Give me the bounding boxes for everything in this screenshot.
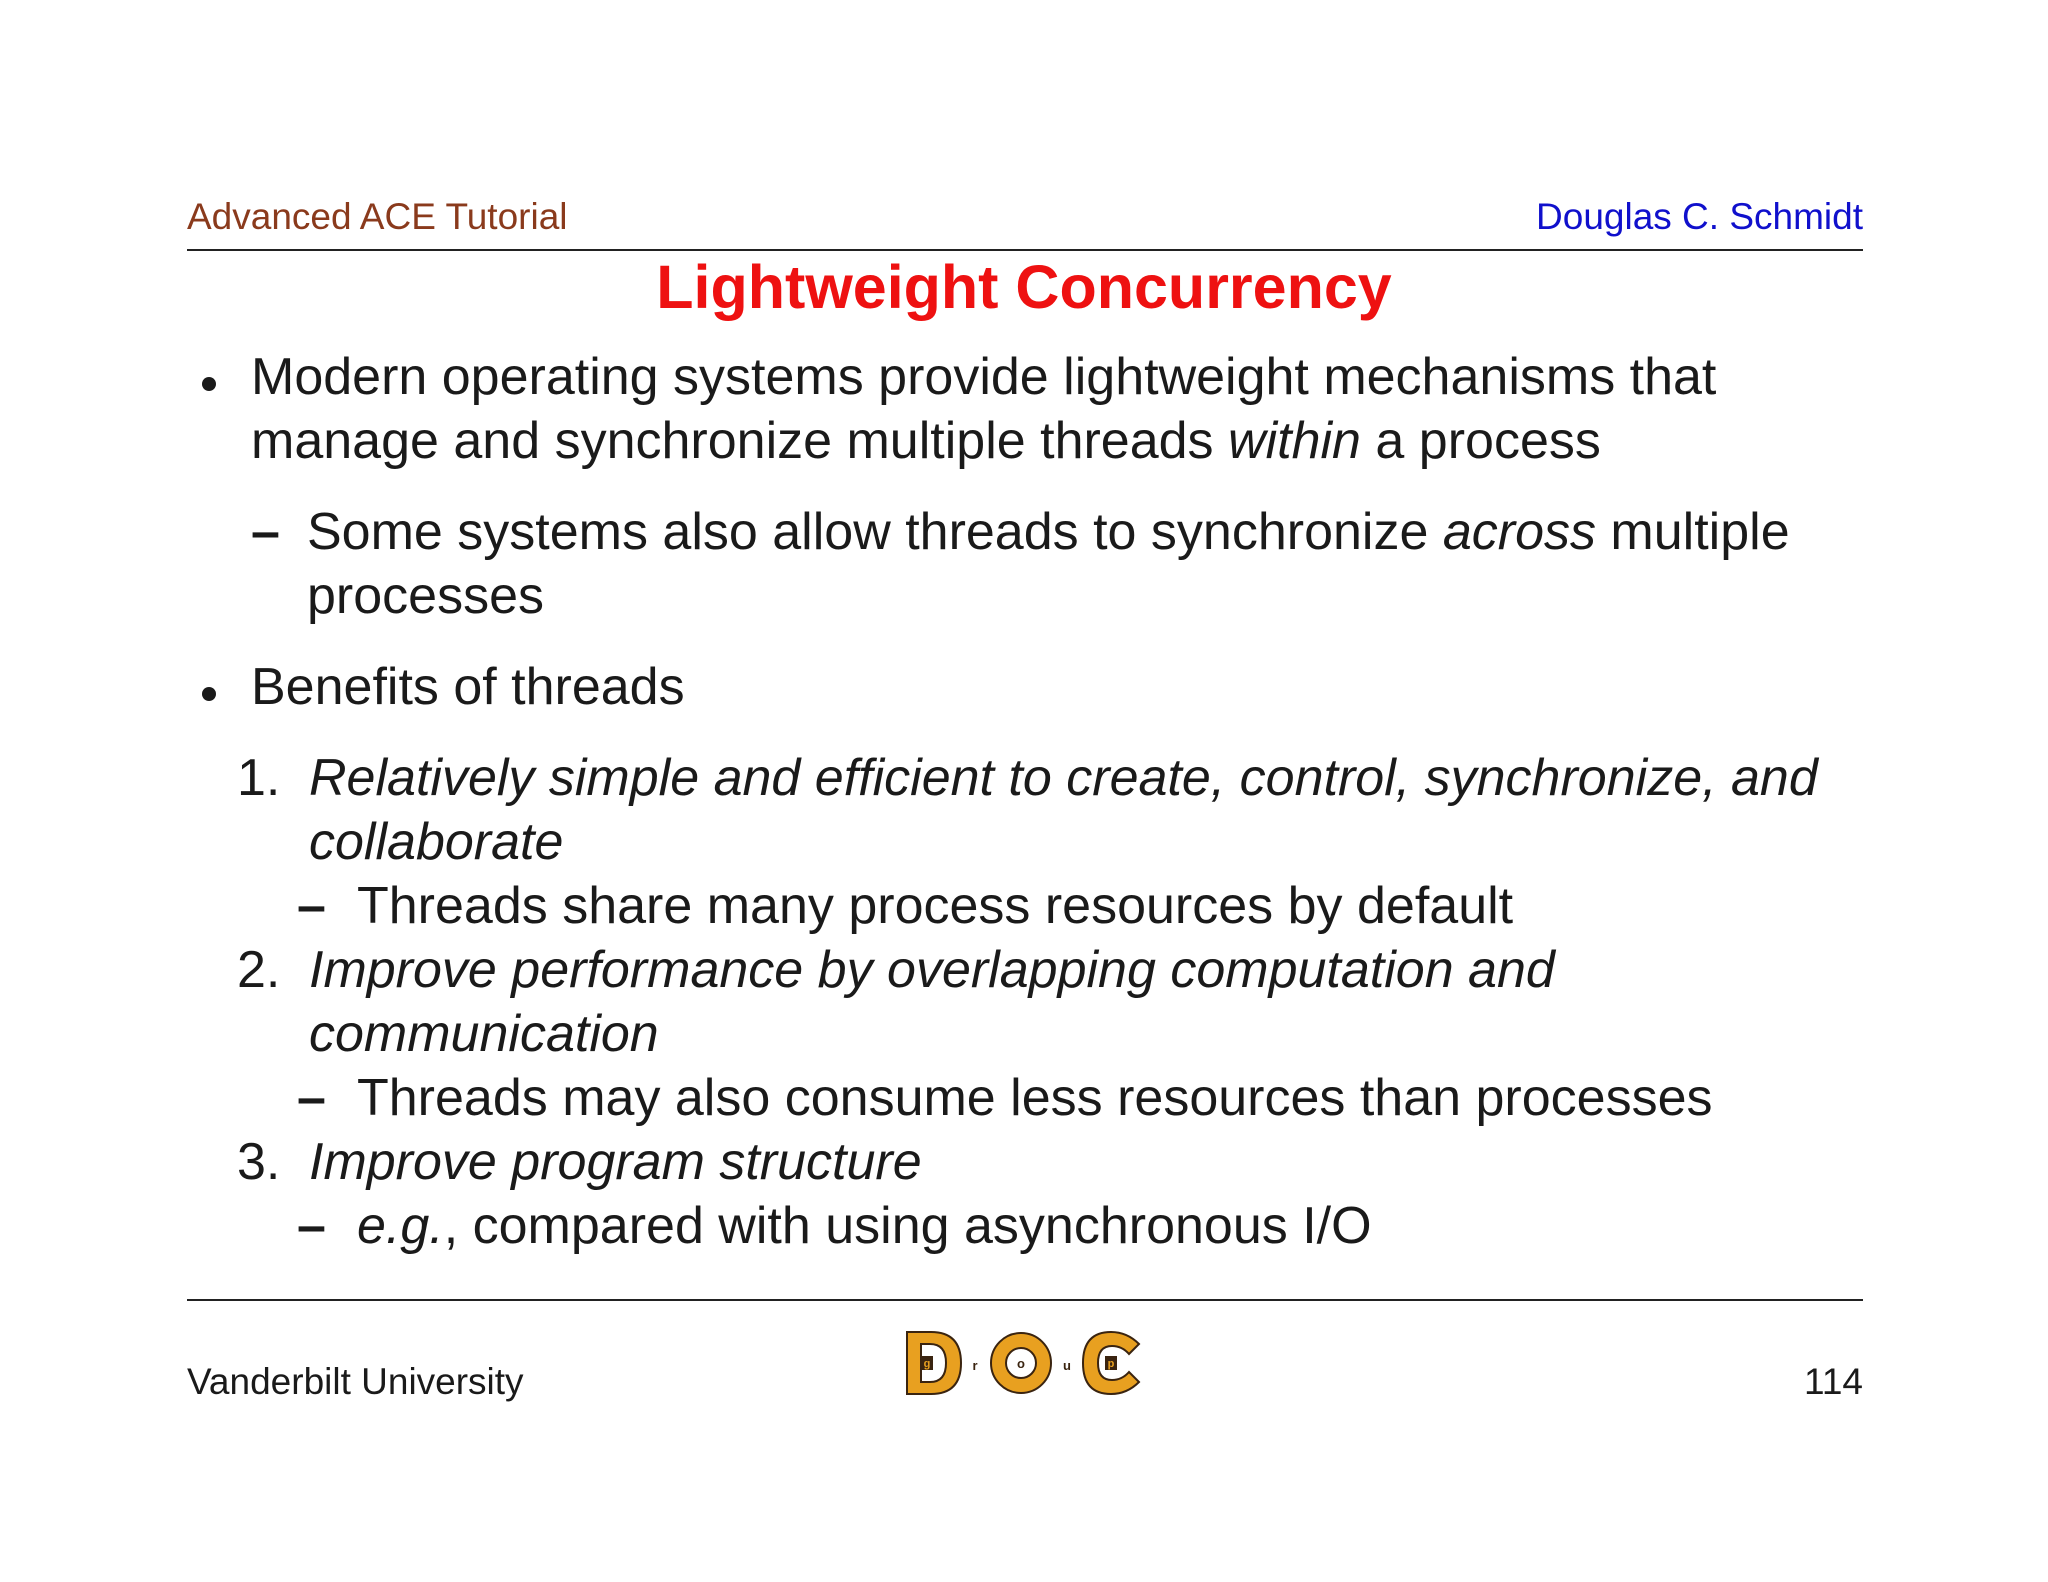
benefit-3-sub <box>357 1194 1372 1258</box>
bullet-1-sub-line-2: processes <box>307 567 544 625</box>
benefit-2-number: 2. <box>237 941 281 999</box>
page-number: 114 <box>1804 1361 1863 1402</box>
benefit-1-text-cont: collaborate <box>309 813 564 871</box>
footer-divider <box>187 1299 1863 1301</box>
bullet-dot <box>202 687 216 701</box>
logo-small-g: g <box>923 1358 931 1370</box>
slide-title: Lightweight Concurrency <box>656 253 1392 321</box>
benefit-1-line-1 <box>309 746 1818 810</box>
dash-marker: – <box>251 503 280 561</box>
header-divider <box>187 249 1863 251</box>
benefit-3-number: 3. <box>237 1133 281 1191</box>
benefit-1-number: 1. <box>237 749 281 807</box>
bullet-1-line-1: Modern operating systems provide lightweight mechanisms that <box>251 348 1717 406</box>
dash-marker: – <box>297 1069 326 1127</box>
logo-letter-d <box>907 1332 961 1394</box>
benefit-2-text: Improve performance by overlapping computation and <box>309 941 1555 999</box>
bullet-1-line-2 <box>251 409 1601 473</box>
sub-line-start: Some systems also allow threads to synchronize <box>307 503 1443 561</box>
emphasis-within: within <box>1228 412 1361 470</box>
bullet-1-line-2-start: manage and synchronize multiple threads <box>251 412 1229 470</box>
dash-marker: – <box>297 1197 326 1255</box>
header-course-title: Advanced ACE Tutorial <box>187 196 568 237</box>
bullet-1-sub-line-1 <box>307 500 1790 564</box>
benefit-3-text: Improve program structure <box>309 1133 922 1191</box>
emphasis-across: across <box>1442 503 1596 561</box>
doc-group-logo <box>903 1326 1143 1400</box>
logo-small-r: r <box>972 1358 978 1373</box>
logo-small-u: u <box>1063 1358 1071 1373</box>
logo-small-o: o <box>1017 1356 1025 1371</box>
footer-institution: Vanderbilt University <box>187 1361 524 1402</box>
benefit-2-text-cont: communication <box>309 1005 659 1063</box>
benefit-1-line-2 <box>309 810 563 874</box>
benefit-2-line-1 <box>309 938 1555 1002</box>
logo-small-p: p <box>1107 1358 1115 1370</box>
benefit-2-sub: Threads may also consume less resources than processes <box>357 1069 1713 1127</box>
emphasis-eg: e.g. <box>357 1197 444 1255</box>
sub-line-end: multiple <box>1595 503 1790 561</box>
bullet-1-line-2-end: a process <box>1360 412 1601 470</box>
benefit-3-line-1 <box>309 1130 922 1194</box>
benefit-3-sub-text: , compared with using asynchronous I/O <box>443 1197 1372 1255</box>
bullet-2-line-1: Benefits of threads <box>251 658 685 716</box>
benefit-1-text: Relatively simple and efficient to create, control, synchronize, and <box>309 749 1818 807</box>
bullet-dot <box>202 377 216 391</box>
benefit-2-line-2 <box>309 1002 659 1066</box>
benefit-1-sub: Threads share many process resources by default <box>357 877 1514 935</box>
dash-marker: – <box>297 877 326 935</box>
header-author: Douglas C. Schmidt <box>1536 196 1863 237</box>
